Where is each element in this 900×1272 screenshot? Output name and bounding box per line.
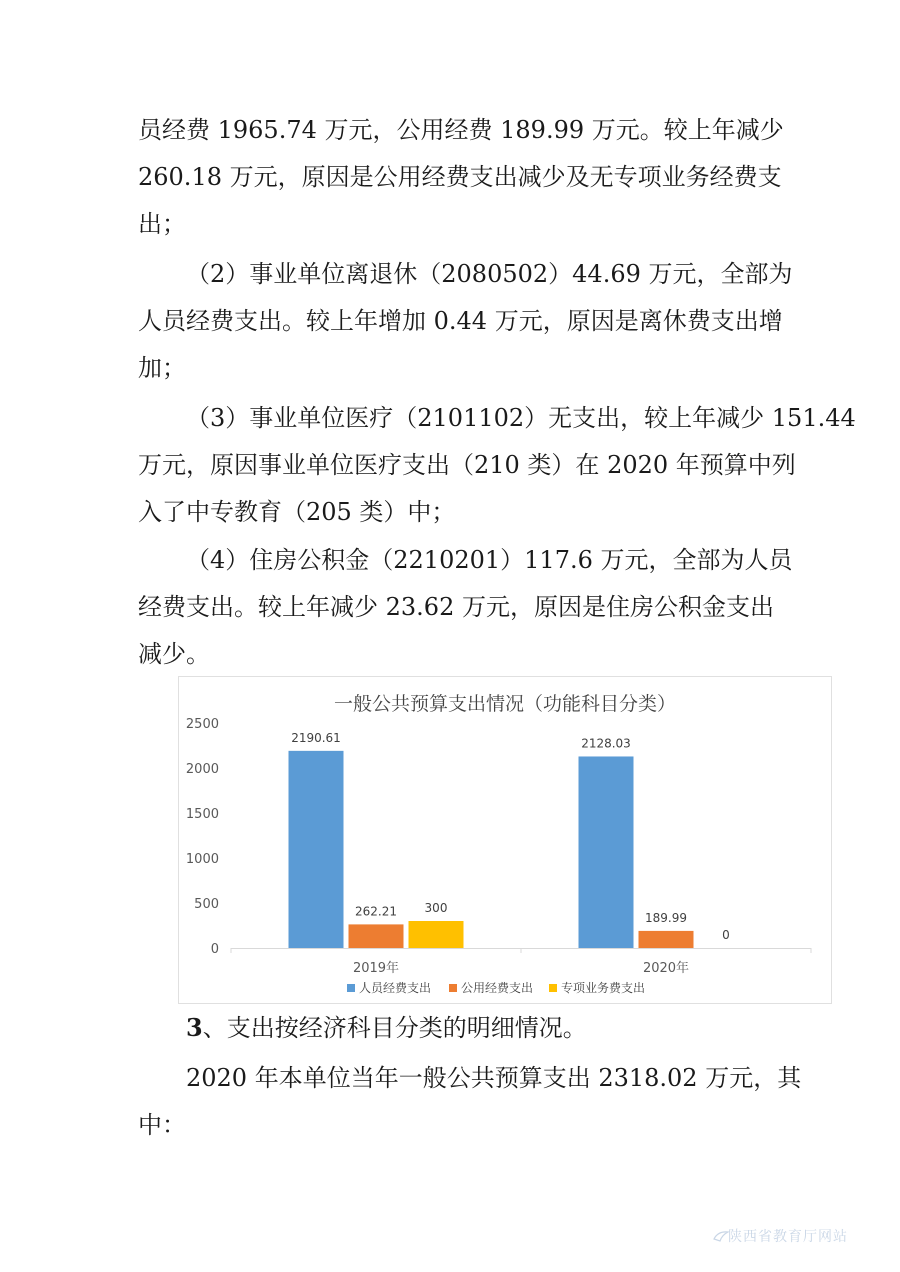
legend-entry: 专项业务费支出 (561, 981, 646, 995)
data-label: 2190.61 (291, 730, 341, 745)
chart-canvas (179, 677, 831, 1003)
paragraph-line: 中： (138, 1111, 186, 1139)
y-tick-label: 1500 (185, 807, 219, 822)
paragraph-line: 2020 年本单位当年一般公共预算支出 2318.02 万元，其 (186, 1064, 802, 1092)
chart-bars (289, 731, 730, 948)
paragraph-line: （2）事业单位离退休（2080502）44.69 万元，全部为 (186, 260, 793, 288)
section-number: 3 (186, 1013, 203, 1042)
bar-special (409, 921, 464, 948)
expenditure-chart (178, 676, 832, 1004)
x-tick-label: 2019年 (352, 961, 400, 976)
legend-swatch (347, 984, 355, 992)
y-tick-label: 500 (194, 897, 219, 912)
paragraph-line: 260.18 万元，原因是公用经费支出减少及无专项业务经费支 (138, 163, 782, 191)
data-label: 262.21 (355, 904, 397, 919)
chart-legend (347, 980, 645, 995)
legend-entry: 人员经费支出 (359, 981, 432, 995)
paragraph-line: 人员经费支出。较上年增加 0.44 万元，原因是离休费支出增 (138, 307, 783, 335)
y-tick-label: 2500 (185, 717, 219, 732)
paragraph-line: 加； (138, 354, 186, 382)
paragraph-line: 入了中专教育（205 类）中； (138, 498, 456, 526)
bar-public (639, 931, 694, 948)
data-label: 300 (424, 901, 448, 915)
x-tick-label: 2020年 (642, 961, 690, 976)
section-heading (186, 1013, 768, 1043)
paragraph-line: 减少。 (138, 640, 210, 668)
legend-entry: 公用经费支出 (461, 981, 534, 995)
data-label: 2128.03 (581, 736, 631, 751)
y-tick-label: 1000 (185, 852, 219, 867)
chart-title: 一般公共预算支出情况（功能科目分类） (333, 693, 677, 715)
bar-personnel (289, 751, 344, 948)
paragraph-line: 万元，原因事业单位医疗支出（210 类）在 2020 年预算中列 (138, 451, 796, 479)
y-tick-label: 0 (210, 942, 219, 957)
data-label: 189.99 (645, 910, 687, 925)
y-tick-label: 2000 (185, 762, 219, 777)
paragraph-line: 经费支出。较上年减少 23.62 万元，原因是住房公积金支出 (138, 593, 774, 621)
bar-public (349, 924, 404, 948)
legend-swatch (449, 984, 457, 992)
paragraph-line: 出； (138, 210, 186, 238)
paragraph-line: 员经费 1965.74 万元，公用经费 189.99 万元。较上年减少 (138, 116, 784, 144)
paragraph-line: （3）事业单位医疗（2101102）无支出，较上年减少 151.44 (186, 404, 856, 432)
paragraph-line: （4）住房公积金（2210201）117.6 万元，全部为人员 (186, 546, 793, 574)
chart-axes (186, 717, 811, 976)
legend-swatch (549, 984, 557, 992)
data-label: 0 (722, 928, 730, 942)
section-heading-text: 、支出按经济科目分类的明细情况。 (202, 1014, 587, 1042)
bar-personnel (579, 756, 634, 948)
watermark-text: 陕西省教育厅网站 (728, 1229, 848, 1245)
